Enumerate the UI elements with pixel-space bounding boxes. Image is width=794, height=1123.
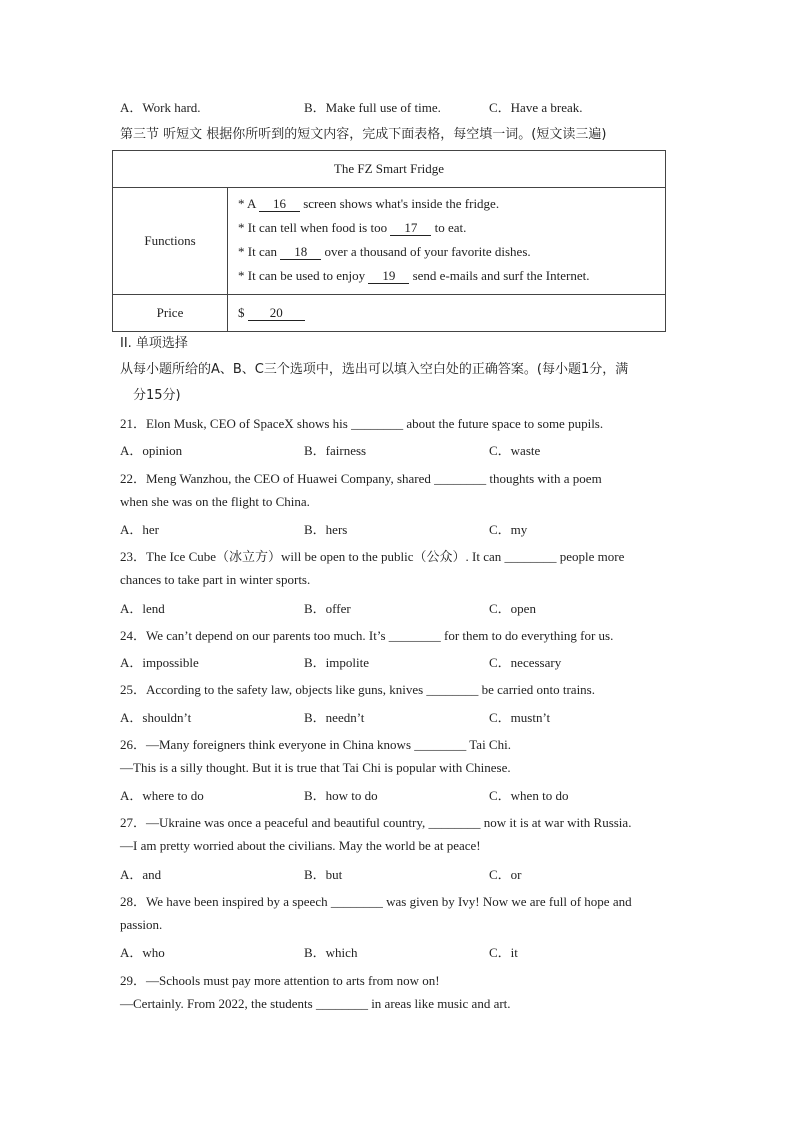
- function-item: * It can 18 over a thousand of your favorite dishes.: [238, 244, 531, 259]
- question-stem: 23．The Ice Cube（冰立方）will be open to the public（公众）. It can ________ people more: [120, 549, 625, 564]
- section3-heading: 第三节 听短文 根据你所听到的短文内容，完成下面表格，每空填一词。(短文读三遍): [120, 127, 607, 142]
- question-stem-cont: when she was on the flight to China.: [120, 494, 310, 509]
- option-c[interactable]: C．mustn’t: [489, 710, 551, 725]
- question-stem: 27．—Ukraine was once a peaceful and beautiful country, ________ now it is at war with Russia.: [120, 815, 632, 830]
- answer-blank[interactable]: 18: [280, 245, 321, 260]
- option-b[interactable]: B．which: [304, 945, 358, 960]
- question-stem-cont: chances to take part in winter sports.: [120, 572, 311, 587]
- price-cell: $ 20: [228, 295, 666, 332]
- fridge-table: [112, 150, 666, 332]
- answer-blank[interactable]: 17: [390, 221, 431, 236]
- option-b[interactable]: B．but: [304, 867, 343, 882]
- answer-blank[interactable]: 19: [368, 269, 409, 284]
- option-c[interactable]: C．or: [489, 867, 522, 882]
- question-stem-cont: passion.: [120, 917, 163, 932]
- option-c[interactable]: C．it: [489, 945, 518, 960]
- function-item: * It can tell when food is too 17 to eat.: [238, 220, 467, 235]
- option-c[interactable]: C．when to do: [489, 788, 569, 803]
- option-b[interactable]: B．offer: [304, 601, 351, 616]
- part2-instructions: 从每小题所给的A、B、C三个选项中，选出可以填入空白处的正确答案。(每小题1分，满: [120, 362, 629, 377]
- answer-blank[interactable]: 16: [259, 197, 300, 212]
- question-stem: 24．We can’t depend on our parents too much. It’s ________ for them to do everything for us.: [120, 628, 614, 643]
- part2-instructions-cont: 分15分): [133, 388, 181, 403]
- function-item: * It can be used to enjoy 19 send e-mails and surf the Internet.: [238, 268, 590, 283]
- prev-option-b: B．Make full use of time.: [304, 100, 441, 115]
- option-a[interactable]: A．impossible: [120, 655, 199, 670]
- question-stem-cont: —This is a silly thought. But it is true that Tai Chi is popular with Chinese.: [120, 760, 511, 775]
- function-item: * A 16 screen shows what's inside the fridge.: [238, 196, 500, 211]
- question-stem: 21．Elon Musk, CEO of SpaceX shows his ________ about the future space to some pupils.: [120, 416, 604, 431]
- part2-heading: II. 单项选择: [120, 336, 188, 351]
- option-a[interactable]: A．shouldn’t: [120, 710, 192, 725]
- functions-label: Functions: [113, 188, 228, 295]
- question-stem-cont: —I am pretty worried about the civilians. May the world be at peace!: [120, 838, 481, 853]
- option-a[interactable]: A．and: [120, 867, 162, 882]
- option-b[interactable]: B．impolite: [304, 655, 370, 670]
- option-b[interactable]: B．hers: [304, 522, 348, 537]
- option-c[interactable]: C．open: [489, 601, 536, 616]
- option-a[interactable]: A．lend: [120, 601, 165, 616]
- question-stem: 25．According to the safety law, objects like guns, knives ________ be carried onto trains.: [120, 682, 595, 697]
- question-stem: 29．—Schools must pay more attention to arts from now on!: [120, 973, 440, 988]
- option-b[interactable]: B．fairness: [304, 443, 367, 458]
- table-title: The FZ Smart Fridge: [113, 151, 666, 188]
- option-a[interactable]: A．who: [120, 945, 165, 960]
- option-c[interactable]: C．my: [489, 522, 528, 537]
- question-stem: 22．Meng Wanzhou, the CEO of Huawei Company, shared ________ thoughts with a poem: [120, 471, 602, 486]
- question-stem: 26．—Many foreigners think everyone in China knows ________ Tai Chi.: [120, 737, 511, 752]
- option-b[interactable]: B．how to do: [304, 788, 378, 803]
- option-a[interactable]: A．where to do: [120, 788, 204, 803]
- option-c[interactable]: C．necessary: [489, 655, 562, 670]
- question-stem: 28．We have been inspired by a speech ________ was given by Ivy! Now we are full of hope and: [120, 894, 632, 909]
- question-stem-cont: —Certainly. From 2022, the students ________ in areas like music and art.: [120, 996, 511, 1011]
- option-a[interactable]: A．opinion: [120, 443, 183, 458]
- functions-list: [228, 188, 666, 295]
- price-label: Price: [113, 295, 228, 332]
- prev-option-a: A．Work hard.: [120, 100, 201, 115]
- prev-option-c: C．Have a break.: [489, 100, 583, 115]
- option-a[interactable]: A．her: [120, 522, 159, 537]
- option-c[interactable]: C．waste: [489, 443, 541, 458]
- option-b[interactable]: B．needn’t: [304, 710, 365, 725]
- answer-blank[interactable]: 20: [248, 306, 305, 321]
